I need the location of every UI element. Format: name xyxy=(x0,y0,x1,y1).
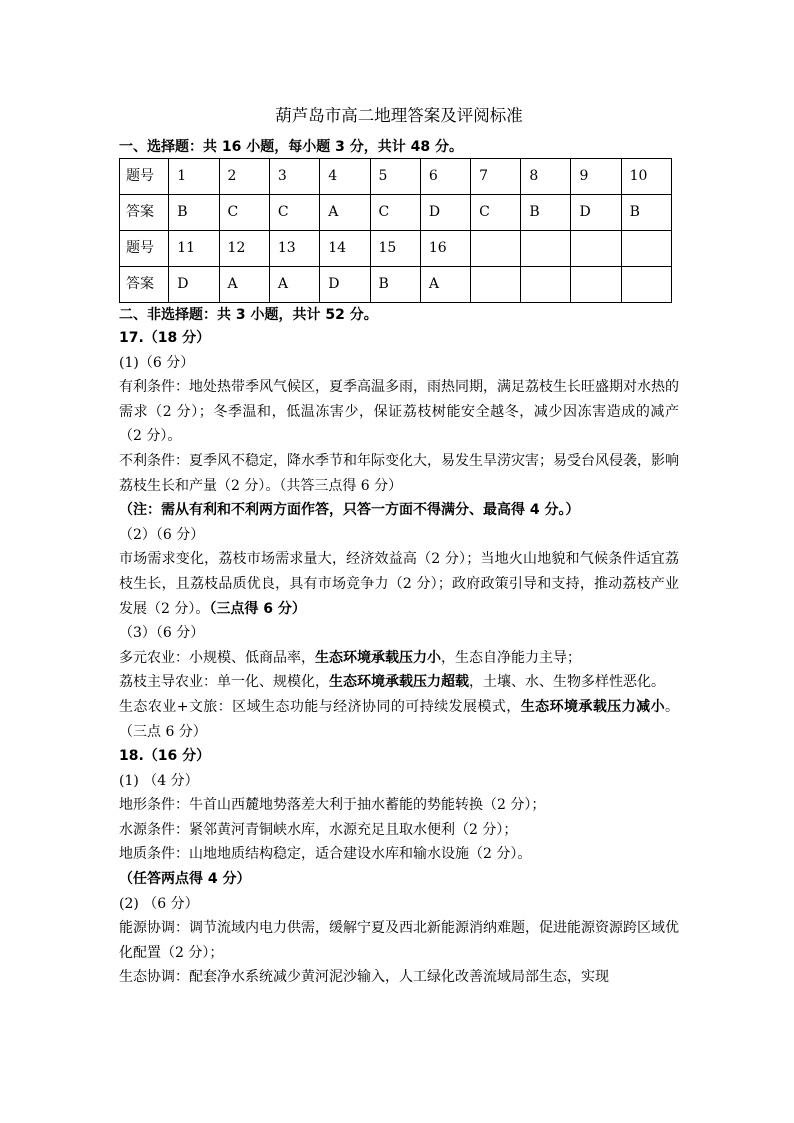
section2-heading: 二、非选择题：共 3 小题，共计 52 分。 xyxy=(119,307,378,323)
q18-part1-geology: 地质条件：山地地质结构稳定，适合建设水库和输水设施（2 分）。 xyxy=(119,846,532,863)
table-cell: A xyxy=(420,267,470,303)
table-cell: 9 xyxy=(571,159,621,195)
q17-part1-note: （注：需从有利和不利两方面作答，只答一方面不得满分、最高得 4 分。） xyxy=(119,502,580,519)
q17-part3-line1 xyxy=(119,646,679,671)
table-cell: B xyxy=(169,195,219,231)
table-cell xyxy=(621,231,671,267)
text: 。（三点 6 分） xyxy=(119,698,679,740)
table-cell: 16 xyxy=(420,231,470,267)
q18-part2-ecology: 生态协调：配套净水系统减少黄河泥沙输入，人工绿化改善流域局部生态，实现 xyxy=(119,969,609,986)
table-row-header: 答案 xyxy=(120,195,169,231)
emphasis: 生态环境承载压力减小 xyxy=(520,698,665,715)
q18-part1-note: （任答两点得 4 分） xyxy=(119,871,251,888)
table-cell: A xyxy=(320,195,370,231)
q18-part1-heading: (1) （4 分） xyxy=(119,772,199,789)
table-cell xyxy=(521,267,571,303)
table-cell: 6 xyxy=(420,159,470,195)
table-cell: 15 xyxy=(370,231,420,267)
table-cell xyxy=(471,231,521,267)
table-cell: 5 xyxy=(370,159,420,195)
table-row xyxy=(120,159,672,195)
answer-table xyxy=(119,158,672,303)
text: ，土壤、水、生物多样性恶化。 xyxy=(469,674,665,691)
table-cell: B xyxy=(521,195,571,231)
q17-part1-heading: (1)（6 分） xyxy=(119,354,195,371)
text: 生态农业+文旅：区域生态功能与经济协同的可持续发展模式， xyxy=(119,698,521,715)
text: 多元农业：小规模、低商品率， xyxy=(119,649,315,666)
table-cell: 13 xyxy=(269,231,319,267)
table-row xyxy=(120,195,672,231)
table-cell: 8 xyxy=(521,159,571,195)
table-cell: D xyxy=(169,267,219,303)
table-cell: 10 xyxy=(621,159,671,195)
table-cell: C xyxy=(370,195,420,231)
q17-part3-line3 xyxy=(119,695,679,744)
q17-part3-heading: （3）（6 分） xyxy=(119,625,205,642)
table-cell: 12 xyxy=(219,231,269,267)
q17-part2-text: 市场需求变化，荔枝市场需求量大，经济效益高（2 分）；当地火山地貌和气候条件适宜荔枝生长，且荔枝品质优良，具有市场竞争力（2 分）；政府政策引导和支持，推动荔枝产业发展（2 分）。 xyxy=(119,551,679,617)
q18-part2-energy: 能源协调：调节流域内电力供需，缓解宁夏及西北新能源消纳难题，促进能源资源跨区域优化配置（2 分）； xyxy=(119,920,679,961)
table-cell xyxy=(571,267,621,303)
text: ，生态自净能力主导； xyxy=(441,649,581,666)
q17-part2-answer xyxy=(119,547,679,621)
table-cell: 7 xyxy=(471,159,521,195)
table-cell: D xyxy=(571,195,621,231)
q17-part3-line2 xyxy=(119,670,679,695)
table-cell xyxy=(571,231,621,267)
table-cell xyxy=(471,267,521,303)
q17-heading: 17.（18 分） xyxy=(119,330,211,346)
q17-part1-favorable: 有利条件：地处热带季风气候区，夏季高温多雨，雨热同期，满足荔枝生长旺盛期对水热的需求（2 分）；冬季温和，低温冻害少，保证荔枝树能安全越冬，减少因冻害造成的减产（2 分）。 xyxy=(119,379,679,445)
text: 荔枝主导农业：单一化、规模化， xyxy=(119,674,329,691)
table-row xyxy=(120,267,672,303)
page-title: 葫芦岛市高二地理答案及评阅标准 xyxy=(275,106,523,125)
q18-heading: 18.（16 分） xyxy=(119,748,211,765)
table-cell: A xyxy=(269,267,319,303)
table-cell: D xyxy=(420,195,470,231)
table-cell: C xyxy=(471,195,521,231)
table-cell: 3 xyxy=(269,159,319,195)
table-cell: B xyxy=(370,267,420,303)
q18-part1-terrain: 地形条件：牛首山西麓地势落差大利于抽水蓄能的势能转换（2 分）； xyxy=(119,797,546,814)
table-cell: B xyxy=(621,195,671,231)
table-cell: 2 xyxy=(219,159,269,195)
table-row-header: 答案 xyxy=(120,267,169,303)
q17-part2-heading: （2）（6 分） xyxy=(119,526,205,543)
emphasis: 生态环境承载压力小 xyxy=(315,649,441,666)
table-cell: C xyxy=(219,195,269,231)
table-cell: A xyxy=(219,267,269,303)
section1-heading: 一、选择题：共 16 小题，每小题 3 分，共计 48 分。 xyxy=(119,139,463,155)
q17-part1-unfavorable: 不利条件：夏季风不稳定，降水季节和年际变化大，易发生旱涝灾害；易受台风侵袭，影响荔枝生长和产量（2 分）。（共答三点得 6 分） xyxy=(119,452,679,494)
table-cell: 14 xyxy=(320,231,370,267)
table-row-header: 题号 xyxy=(120,159,169,195)
emphasis: 生态环境承载压力超载 xyxy=(329,674,469,691)
answer-document xyxy=(119,104,679,990)
q18-part1-water: 水源条件：紧邻黄河青铜峡水库，水源充足且取水便利（2 分）； xyxy=(119,821,518,838)
table-row-header: 题号 xyxy=(120,231,169,267)
table-cell xyxy=(521,231,571,267)
table-cell: 1 xyxy=(169,159,219,195)
q17-part2-score: （三点得 6 分） xyxy=(209,600,306,617)
table-cell: 4 xyxy=(320,159,370,195)
table-cell: 11 xyxy=(169,231,219,267)
table-cell: C xyxy=(269,195,319,231)
table-row xyxy=(120,231,672,267)
table-cell xyxy=(621,267,671,303)
q18-part2-heading: (2) （6 分） xyxy=(119,895,199,912)
table-cell: D xyxy=(320,267,370,303)
